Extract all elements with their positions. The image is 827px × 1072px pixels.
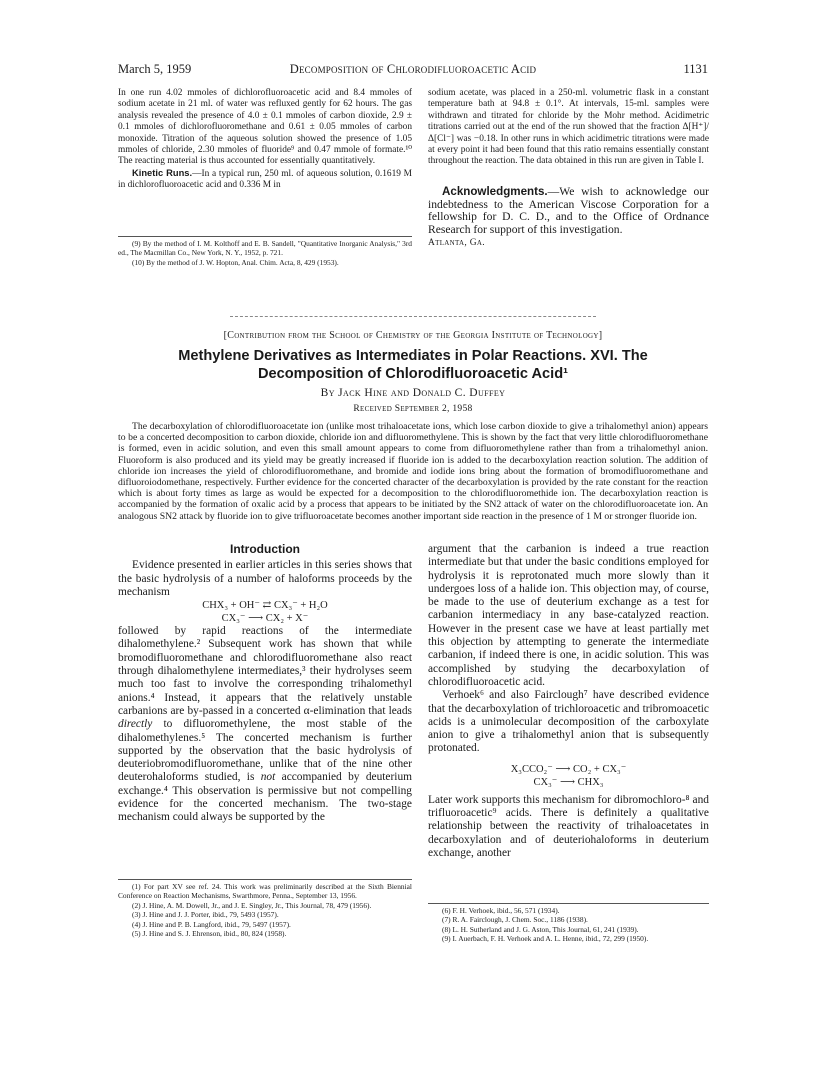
intro-right-column [428, 543, 709, 860]
footnote-rule [118, 236, 412, 237]
acknowledgments-block [428, 186, 709, 250]
contribution-line: [Contribution from the School of Chemistry of the Georgia Institute of Technology] [223, 330, 603, 341]
article-title-line-1: Methylene Derivatives as Intermediates in Polar Reactions. XVI. The [178, 348, 648, 364]
kinetic-runs-heading: Kinetic Runs. [132, 167, 193, 178]
byline: By Jack Hine and Donald C. Duffey [320, 387, 506, 399]
footnote-9-right: (9) I. Auerbach, F. H. Verhoek and A. L. Henne, ibid., 72, 299 (1950). [442, 934, 649, 944]
introduction-heading: Introduction [230, 542, 300, 556]
kinetic-runs-paragraph [118, 168, 412, 192]
intro-left-column [118, 543, 412, 825]
top-right-column [428, 88, 709, 168]
top-left-column [118, 88, 412, 192]
intro-paragraph-1: Evidence presented in earlier articles in this series shows that the basic hydrolysis of a number of haloforms proceeds by the mechanism [118, 559, 412, 598]
acknowledgments-text: —We wish to acknowledge our indebtedness to the American Viscose Corporation for a fellowship for D. C. D., and to the Office of Ordnance Research for support of this investigation. [428, 185, 709, 237]
footnote-7: (7) R. A. Fairclough, J. Chem. Soc., 1186 (1938). [442, 915, 588, 925]
emphasis-not: not [260, 771, 276, 784]
right-paragraph-3: Later work supports this mechanism for dibromochloro-⁸ and trifluoroacetic⁹ acids. There is definitely a qualitative relationship between the reactivity of trihaloacetates in decarboxylation and of deuteriohaloforms in deuterium exchange, another [428, 793, 709, 859]
right-footnotes [428, 906, 709, 944]
equation-2: CX₃⁻ ⟶ CX₂ + X⁻ [221, 613, 309, 625]
received-date: Received September 2, 1958 [353, 404, 473, 414]
right-paragraph-1: argument that the carbanion is indeed a true reaction intermediate but that under the basic conditions employed for hydrolysis it is reprotonated much more slowly than it undergoes loss of a halide ion. This objection may, of course, be made to the use of deuterium exchange as a test for carbanion intermediacy in any base-catalyzed reaction. However in the present case we have at least partially met this objection by attempting to generate the intermediate carbanion, if indeed there is one, in acidic solution. This was accomplished by studying the decarboxylation of chlorodifluoroacetic acid. [428, 543, 709, 688]
acknowledgments-heading: Acknowledgments. [442, 185, 548, 198]
abstract [118, 421, 708, 522]
header-date: March 5, 1959 [118, 62, 192, 76]
footnote-8: (8) L. H. Sutherland and J. G. Aston, This Journal, 61, 241 (1939). [442, 924, 639, 934]
intro-footnotes [118, 882, 412, 938]
footnote-10: (10) By the method of J. W. Hopton, Anal. Chim. Acta, 8, 429 (1953). [132, 257, 339, 267]
footnote-5: (5) J. Hine and S. J. Ehrenson, ibid., 80, 824 (1958). [132, 929, 287, 939]
footnote-rule-left [118, 879, 412, 880]
emphasis-directly: directly [118, 718, 153, 731]
article-title-line-2: Decomposition of Chlorodifluoroacetic Acid¹ [258, 365, 568, 382]
acknowledgments-paragraph [428, 186, 709, 237]
article-separator [230, 316, 596, 317]
top-left-footnotes [118, 239, 412, 267]
location: Atlanta, Ga. [428, 237, 485, 248]
footnote-6: (6) F. H. Verhoek, ibid., 56, 571 (1934). [442, 906, 560, 915]
article-title [118, 348, 708, 383]
right-paragraph-2: Verhoek⁶ and also Fairclough⁷ have described evidence that the decarboxylation of trichloroacetic and tribromoacetic acids is a unimolecular decomposition of the carboxylate anion to give a trihalomethyl anion that is subsequently protonated. [428, 689, 709, 755]
footnote-9: (9) By the method of I. M. Kolthoff and E. B. Sandell, "Quantitative Inorganic Analysis," 3rd ed., The Macmillan Co., New York, N. Y., 1952, p. 721. [118, 239, 412, 258]
equation-4: CX₃⁻ ⟶ CHX₃ [533, 776, 604, 788]
footnote-1: (1) For part XV see ref. 24. This work was preliminarily described at the Sixth Biennial Conference on Reaction Mechanisms, Swarthmore, Penna., September 13, 1956. [118, 882, 412, 901]
equation-3: X₃CCO₂⁻ ⟶ CO₂ + CX₃⁻ [510, 763, 627, 775]
abstract-text: The decarboxylation of chlorodifluoroacetate ion (unlike most trihaloacetate ions, which lose carbon dioxide to give a trihalomethyl anion) appears to be a concerted decomposition to carbon dioxide, chloride ion and difluoromethylene. This is shown by the fact that very little chlorodifluoromethane is formed, even in acidic solution, and even this small amount appears to come from difluoromethylene rather than from a trihalomethyl anion. Fluoroform is also produced and its yield may be greatly increased if fluoride ion is added to the decarboxylation reaction solution. The addition of chloride ion increases the yield of chlorodifluoromethane, and bromide and iodide ions bring about the formation of bromodifluoromethane and difluoroiodomethane, respectively. Further evidence for the concerted character of the decarboxylation is provided by the rate constant for the reaction which is about forty times as large as would be expected for a decomposition to the chlorodifluoromethide ion. The decarboxylation reaction is accompanied by the formation of oxalic acid by a process that appears to be initiated by the SN2 attack of water on the chlorodifluoroacetate ion. An analogous SN2 attack by fluoride ion to give trifluoroacetate becomes another important side reaction in the presence of 1 M or stronger fluoride ion. [118, 421, 708, 522]
kinetic-runs-text: —In a typical run, 250 ml. of aqueous solution, 0.1619 M in dichlorofluoroacetic acid and 0.336 M in [118, 168, 412, 191]
header-page-number: 1131 [683, 62, 708, 76]
footnote-2: (2) J. Hine, A. M. Dowell, Jr., and J. E. Singley, Jr., This Journal, 78, 479 (1956). [132, 900, 372, 910]
prev-article-paragraph: In one run 4.02 mmoles of dichlorofluoroacetic acid and 8.4 mmoles of sodium acetate in 21 ml. of water was refluxed gently for 62 hours. The gas analysis revealed the presence of 4.0 ± 0.1 mmoles of carbon dioxide, 2.9 ± 0.1 mmoles of dichlorofluoromethane and 0.61 ± 0.05 mmoles of carbon monoxide. Titration of the aqueous solution showed the presence of 1.05 mmoles of chloride, 2.30 mmoles of fluoride⁹ and 0.47 mmole of formate.¹⁰ The reacting material is thus accounted for essentially quantitatively. [118, 88, 412, 167]
header-running-title: Decomposition of Chlorodifluoroacetic Acid [289, 62, 537, 76]
running-header [118, 62, 708, 78]
footnote-rule-right [428, 903, 709, 904]
intro-paragraph-2: followed by rapid reactions of the intermediate dihalomethylene.² Subsequent work has shown that while bromodifluoromethane and chlorodifluoromethane also react through dihalomethylene intermediates,³ their hydrolyses seem much too fast to involve the corresponding trihalomethyl anions.⁴ Instead, it appears that the relatively unstable carbanions are by-passed in a concerted α-elimination that leads directly to difluoromethylene, the most stable of the dihalomethylenes.⁵ The concerted mechanism is further supported by the observation that the basic hydrolysis of deuteriobromodifluoromethane, unlike that of the nine other deuterohaloforms studied, is not accompanied by deuterium exchange.⁴ This observation is permissive but not compelling evidence for the concerted mechanism. The two-stage mechanism could always be supported by the [118, 625, 412, 824]
kinetic-continuation-paragraph: sodium acetate, was placed in a 250-ml. volumetric flask in a constant temperature bath at 94.8 ± 0.1°. At intervals, 15-ml. samples were withdrawn and titrated for chloride by the Mohr method. Acidimetric titrations carried out at the end of the run showed that the fraction Δ[H⁺]/Δ[Cl⁻] was −0.18. In other runs in which acidimetric titrations were made at every point it had been found that this ratio remains essentially constant throughout the reaction. The data obtained in this run are given in Table I. [428, 88, 709, 167]
footnote-3: (3) J. Hine and J. J. Porter, ibid., 79, 5493 (1957). [132, 910, 279, 920]
footnote-4: (4) J. Hine and P. B. Langford, ibid., 79, 5497 (1957). [132, 919, 291, 929]
equation-1: CHX₃ + OH⁻ ⇄ CX₃⁻ + H₂O [202, 600, 328, 612]
